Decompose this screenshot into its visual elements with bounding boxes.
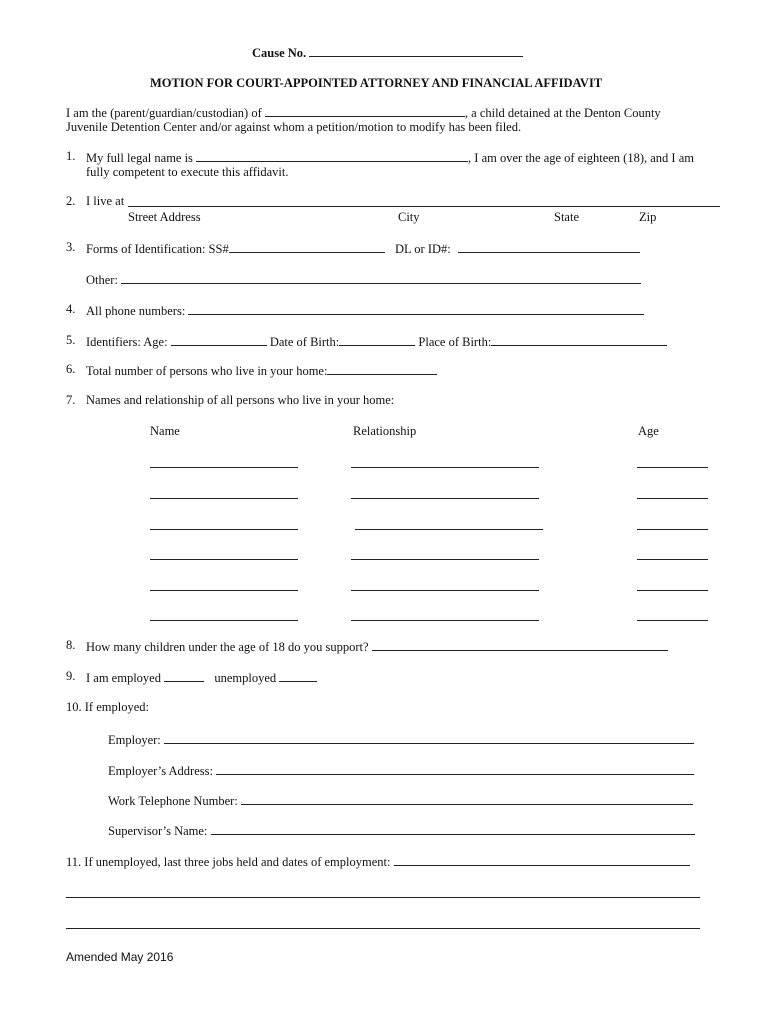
amended-note: Amended May 2016: [66, 950, 174, 964]
household-age-field[interactable]: [637, 620, 708, 621]
cause-label: Cause No.: [252, 46, 307, 60]
work-phone-field[interactable]: [241, 792, 693, 805]
q1-suffix: , I am over the age of eighteen (18), and I am: [468, 151, 694, 165]
q3-other-line: [86, 271, 641, 287]
intro-suffix: , a child detained at the Denton County: [464, 106, 661, 120]
dl-label: DL or ID#:: [394, 242, 451, 256]
work-phone-label: Work Telephone Number:: [108, 794, 238, 808]
cause-number: [252, 44, 523, 60]
q4-num: 4.: [66, 302, 76, 316]
phone-field[interactable]: [188, 302, 644, 315]
q7-num: 7.: [66, 393, 76, 407]
household-relationship-field[interactable]: [355, 529, 543, 530]
q3-num: 3.: [66, 240, 76, 254]
q1-line-2: fully competent to execute this affidavit.: [86, 165, 289, 179]
dob-label: Date of Birth:: [269, 335, 340, 349]
legal-name-field[interactable]: [196, 149, 468, 162]
employer-address-field[interactable]: [216, 762, 694, 775]
supervisor-line: [108, 822, 695, 838]
household-name-field[interactable]: [150, 620, 298, 621]
zip-caption: Zip: [639, 210, 657, 224]
household-count-label: Total number of persons who live in your home:: [86, 364, 328, 378]
q10-num: 10.: [66, 700, 82, 714]
previous-jobs-line[interactable]: [66, 897, 700, 898]
id-label: Forms of Identification:: [86, 242, 206, 256]
children-supported-label: How many children under the age of 18 do you support?: [86, 640, 369, 654]
q8-num: 8.: [66, 638, 76, 652]
q2-num: 2.: [66, 194, 76, 208]
cause-number-field[interactable]: [309, 44, 523, 57]
address-field[interactable]: [128, 206, 720, 207]
q3-line: [86, 240, 640, 256]
q1-num: 1.: [66, 149, 76, 163]
household-name-field[interactable]: [150, 498, 298, 499]
intro-line-2: Juvenile Detention Center and/or against whom a petition/motion to modify has been filed.: [66, 120, 522, 134]
previous-jobs-line[interactable]: [66, 928, 700, 929]
q2-label: I live at: [86, 194, 125, 208]
q1-prefix: My full legal name is: [86, 151, 193, 165]
household-relationship-field[interactable]: [351, 590, 539, 591]
household-name-field[interactable]: [150, 529, 298, 530]
age-column-header: Age: [638, 424, 659, 438]
q6-num: 6.: [66, 362, 76, 376]
form-title: MOTION FOR COURT-APPOINTED ATTORNEY AND FINANCIAL AFFIDAVIT: [150, 76, 603, 90]
employer-label: Employer:: [108, 733, 161, 747]
household-relationship-field[interactable]: [351, 498, 539, 499]
street-address-caption: Street Address: [128, 210, 201, 224]
intro-prefix: I am the (parent/guardian/custodian) of: [66, 106, 262, 120]
employer-line: [108, 731, 694, 747]
age-field[interactable]: [171, 333, 267, 346]
phone-label: All phone numbers:: [86, 304, 186, 318]
household-name-field[interactable]: [150, 467, 298, 468]
name-column-header: Name: [150, 424, 180, 438]
relationship-column-header: Relationship: [353, 424, 417, 438]
intro-line: [66, 104, 661, 120]
household-relationship-field[interactable]: [351, 467, 539, 468]
household-age-field[interactable]: [637, 559, 708, 560]
household-age-field[interactable]: [637, 498, 708, 499]
employed-field[interactable]: [164, 669, 204, 682]
child-name-field[interactable]: [265, 104, 465, 117]
q5-num: 5.: [66, 333, 76, 347]
employed-label: I am employed: [86, 671, 161, 685]
children-supported-field[interactable]: [372, 638, 668, 651]
state-caption: State: [554, 210, 579, 224]
other-label: Other:: [86, 273, 118, 287]
q10-label: [66, 700, 149, 714]
employer-address-label: Employer’s Address:: [108, 764, 213, 778]
if-employed-label: If employed:: [84, 700, 149, 714]
dob-field[interactable]: [339, 333, 415, 346]
supervisor-field[interactable]: [211, 822, 695, 835]
previous-jobs-label: 11. If unemployed, last three jobs held and dates of employment:: [66, 855, 391, 869]
employer-address-line: [108, 762, 694, 778]
household-count-field[interactable]: [327, 362, 437, 375]
employer-field[interactable]: [164, 731, 694, 744]
household-name-field[interactable]: [150, 559, 298, 560]
supervisor-label: Supervisor’s Name:: [108, 824, 208, 838]
q4-line: [86, 302, 644, 318]
dl-field[interactable]: [458, 240, 640, 253]
household-relationship-field[interactable]: [351, 620, 539, 621]
unemployed-field[interactable]: [279, 669, 317, 682]
q11-line: [66, 853, 690, 869]
q7-label: Names and relationship of all persons who live in your home:: [86, 393, 395, 407]
household-relationship-field[interactable]: [351, 559, 539, 560]
household-age-field[interactable]: [637, 529, 708, 530]
household-age-field[interactable]: [637, 590, 708, 591]
q9-num: 9.: [66, 669, 76, 683]
pob-label: Place of Birth:: [418, 335, 492, 349]
age-label: Identifiers: Age:: [86, 335, 168, 349]
household-name-field[interactable]: [150, 590, 298, 591]
unemployed-label: unemployed: [214, 671, 277, 685]
q8-line: [86, 638, 668, 654]
ss-field[interactable]: [229, 240, 385, 253]
other-id-field[interactable]: [121, 271, 641, 284]
city-caption: City: [398, 210, 420, 224]
q9-line: [86, 669, 317, 685]
household-age-field[interactable]: [637, 467, 708, 468]
q1-line: [86, 149, 694, 165]
q5-line: [86, 333, 667, 349]
previous-jobs-field[interactable]: [394, 853, 690, 866]
work-phone-line: [108, 792, 693, 808]
q6-line: [86, 362, 437, 378]
ss-label: SS#: [208, 242, 229, 256]
pob-field[interactable]: [491, 333, 667, 346]
